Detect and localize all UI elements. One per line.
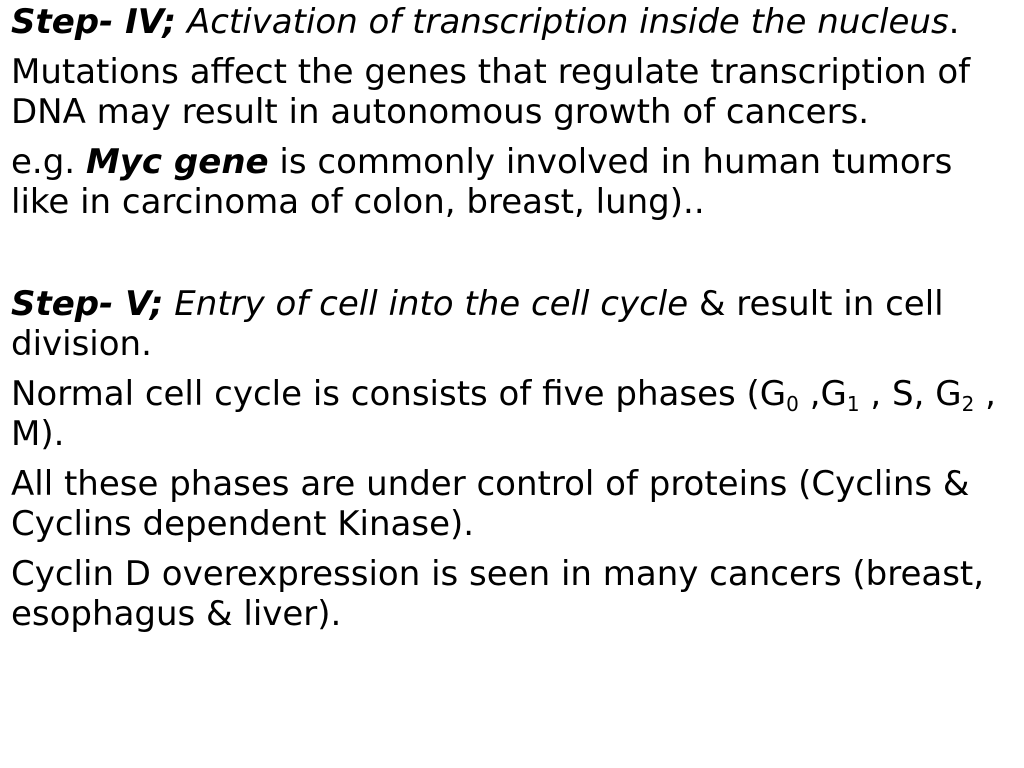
step-iv-label: Step- IV;: [11, 2, 177, 42]
step-v-title: Entry of cell into the cell cycle: [174, 284, 689, 324]
phase-g2: $G_2$: [935, 374, 975, 416]
phases-end: , M).: [11, 374, 996, 454]
myc-gene-term: Myc gene: [85, 142, 269, 182]
step-v-label: Step- V;: [11, 284, 164, 324]
slide-content: [11, 2, 1016, 644]
phase-g0: $G_0$: [759, 374, 799, 416]
step-v-heading: [11, 284, 1016, 364]
phase-control-paragraph: All these phases are under control of proteins (Cyclins & Cyclins dependent Kinase).: [11, 464, 970, 544]
step-iv-title: Activation of transcription inside the nucleus: [186, 2, 949, 42]
mutations-paragraph: Mutations affect the genes that regulate transcription of DNA may result in autonomous growth of cancers.: [11, 52, 971, 132]
phase-g1: $G_1$: [820, 374, 860, 416]
eg-prefix: e.g.: [11, 142, 76, 182]
cyclin-d-paragraph: Cyclin D overexpression is seen in many cancers (breast, esophagus & liver).: [11, 554, 985, 634]
myc-gene-description: is commonly involved in human tumors like in carcinoma of colon, breast, lung)..: [11, 142, 953, 222]
step-iv-heading: [11, 2, 1016, 42]
step-iv-period: .: [948, 2, 960, 42]
phases-intro: Normal cell cycle is consists of five phases (: [11, 374, 760, 414]
cell-cycle-phases-paragraph: Normal cell cycle is consists of five phases ($G_0$ $,G_1$ , S, $G_2$ , M).: [11, 374, 996, 454]
myc-gene-paragraph: [11, 142, 1016, 222]
step-v-title-rest: & result in cell division.: [11, 284, 944, 364]
